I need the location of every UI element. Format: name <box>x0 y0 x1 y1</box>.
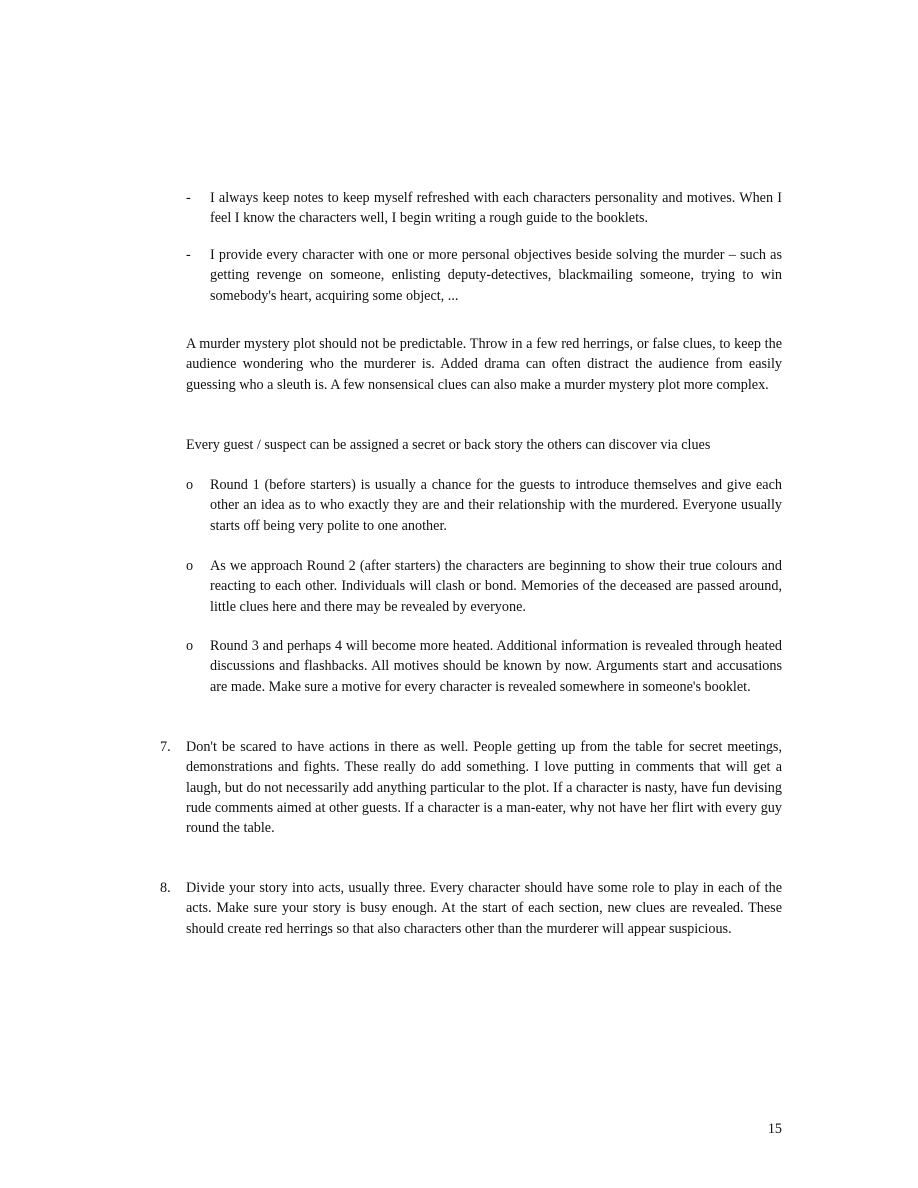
round-item-2: As we approach Round 2 (after starters) the characters are beginning to show their true colours and reacting to each other. Individuals will clash or bond. Memories of the deceased are passed around, little clues here and there may be revealed by everyone. <box>210 558 782 615</box>
list-number: 8. <box>160 880 171 896</box>
dash-marker: - <box>186 247 191 263</box>
circle-bullet-marker: o <box>186 477 194 493</box>
circle-bullet-marker: o <box>186 558 194 574</box>
dash-item-notes: I always keep notes to keep myself refreshed with each characters personality and motives. When I feel I know the characters well, I begin writing a rough guide to the booklets. <box>210 190 782 227</box>
numbered-item-7: Don't be scared to have actions in there as well. People getting up from the table for secret meetings, demonstrations and fights. These really do add something. I love putting in comments that will get a laugh, but do not necessarily add anything particular to the plot. If a character is nasty, have fun devising rude comments aimed at other guests. If a character is a man-eater, why not have her flirt with every guy round the table. <box>186 739 782 837</box>
list-number: 7. <box>160 739 171 755</box>
secret-paragraph: Every guest / suspect can be assigned a secret or back story the others can discover via clues <box>186 437 711 453</box>
circle-bullet-marker: o <box>186 638 194 654</box>
page-number: 15 <box>767 1121 782 1137</box>
dash-marker: - <box>186 190 191 206</box>
round-item-3: Round 3 and perhaps 4 will become more heated. Additional information is revealed through heated discussions and flashbacks. All motives should be known by now. Arguments start and accusations are made. Make sure a motive for every character is revealed somewhere in someone's booklet. <box>210 638 782 695</box>
numbered-item-8: Divide your story into acts, usually three. Every character should have some role to play in each of the acts. Make sure your story is busy enough. At the start of each section, new clues are revealed. These should create red herrings so that also characters other than the murderer will appear suspicious. <box>186 880 782 937</box>
dash-item-objectives: I provide every character with one or more personal objectives beside solving the murder – such as getting revenge on someone, enlisting deputy-detectives, blackmailing someone, trying to win somebody's heart, acquiring some object, ... <box>210 247 782 304</box>
round-item-1: Round 1 (before starters) is usually a chance for the guests to introduce themselves and give each other an idea as to who exactly they are and their relationship with the murdered. Everyone usually starts off being very polite to one another. <box>210 477 782 534</box>
plot-paragraph: A murder mystery plot should not be predictable. Throw in a few red herrings, or false clues, to keep the audience wondering who the murderer is. Added drama can often distract the audience from easily guessing who a sleuth is. A few nonsensical clues can also make a murder mystery plot more complex. <box>186 336 782 393</box>
